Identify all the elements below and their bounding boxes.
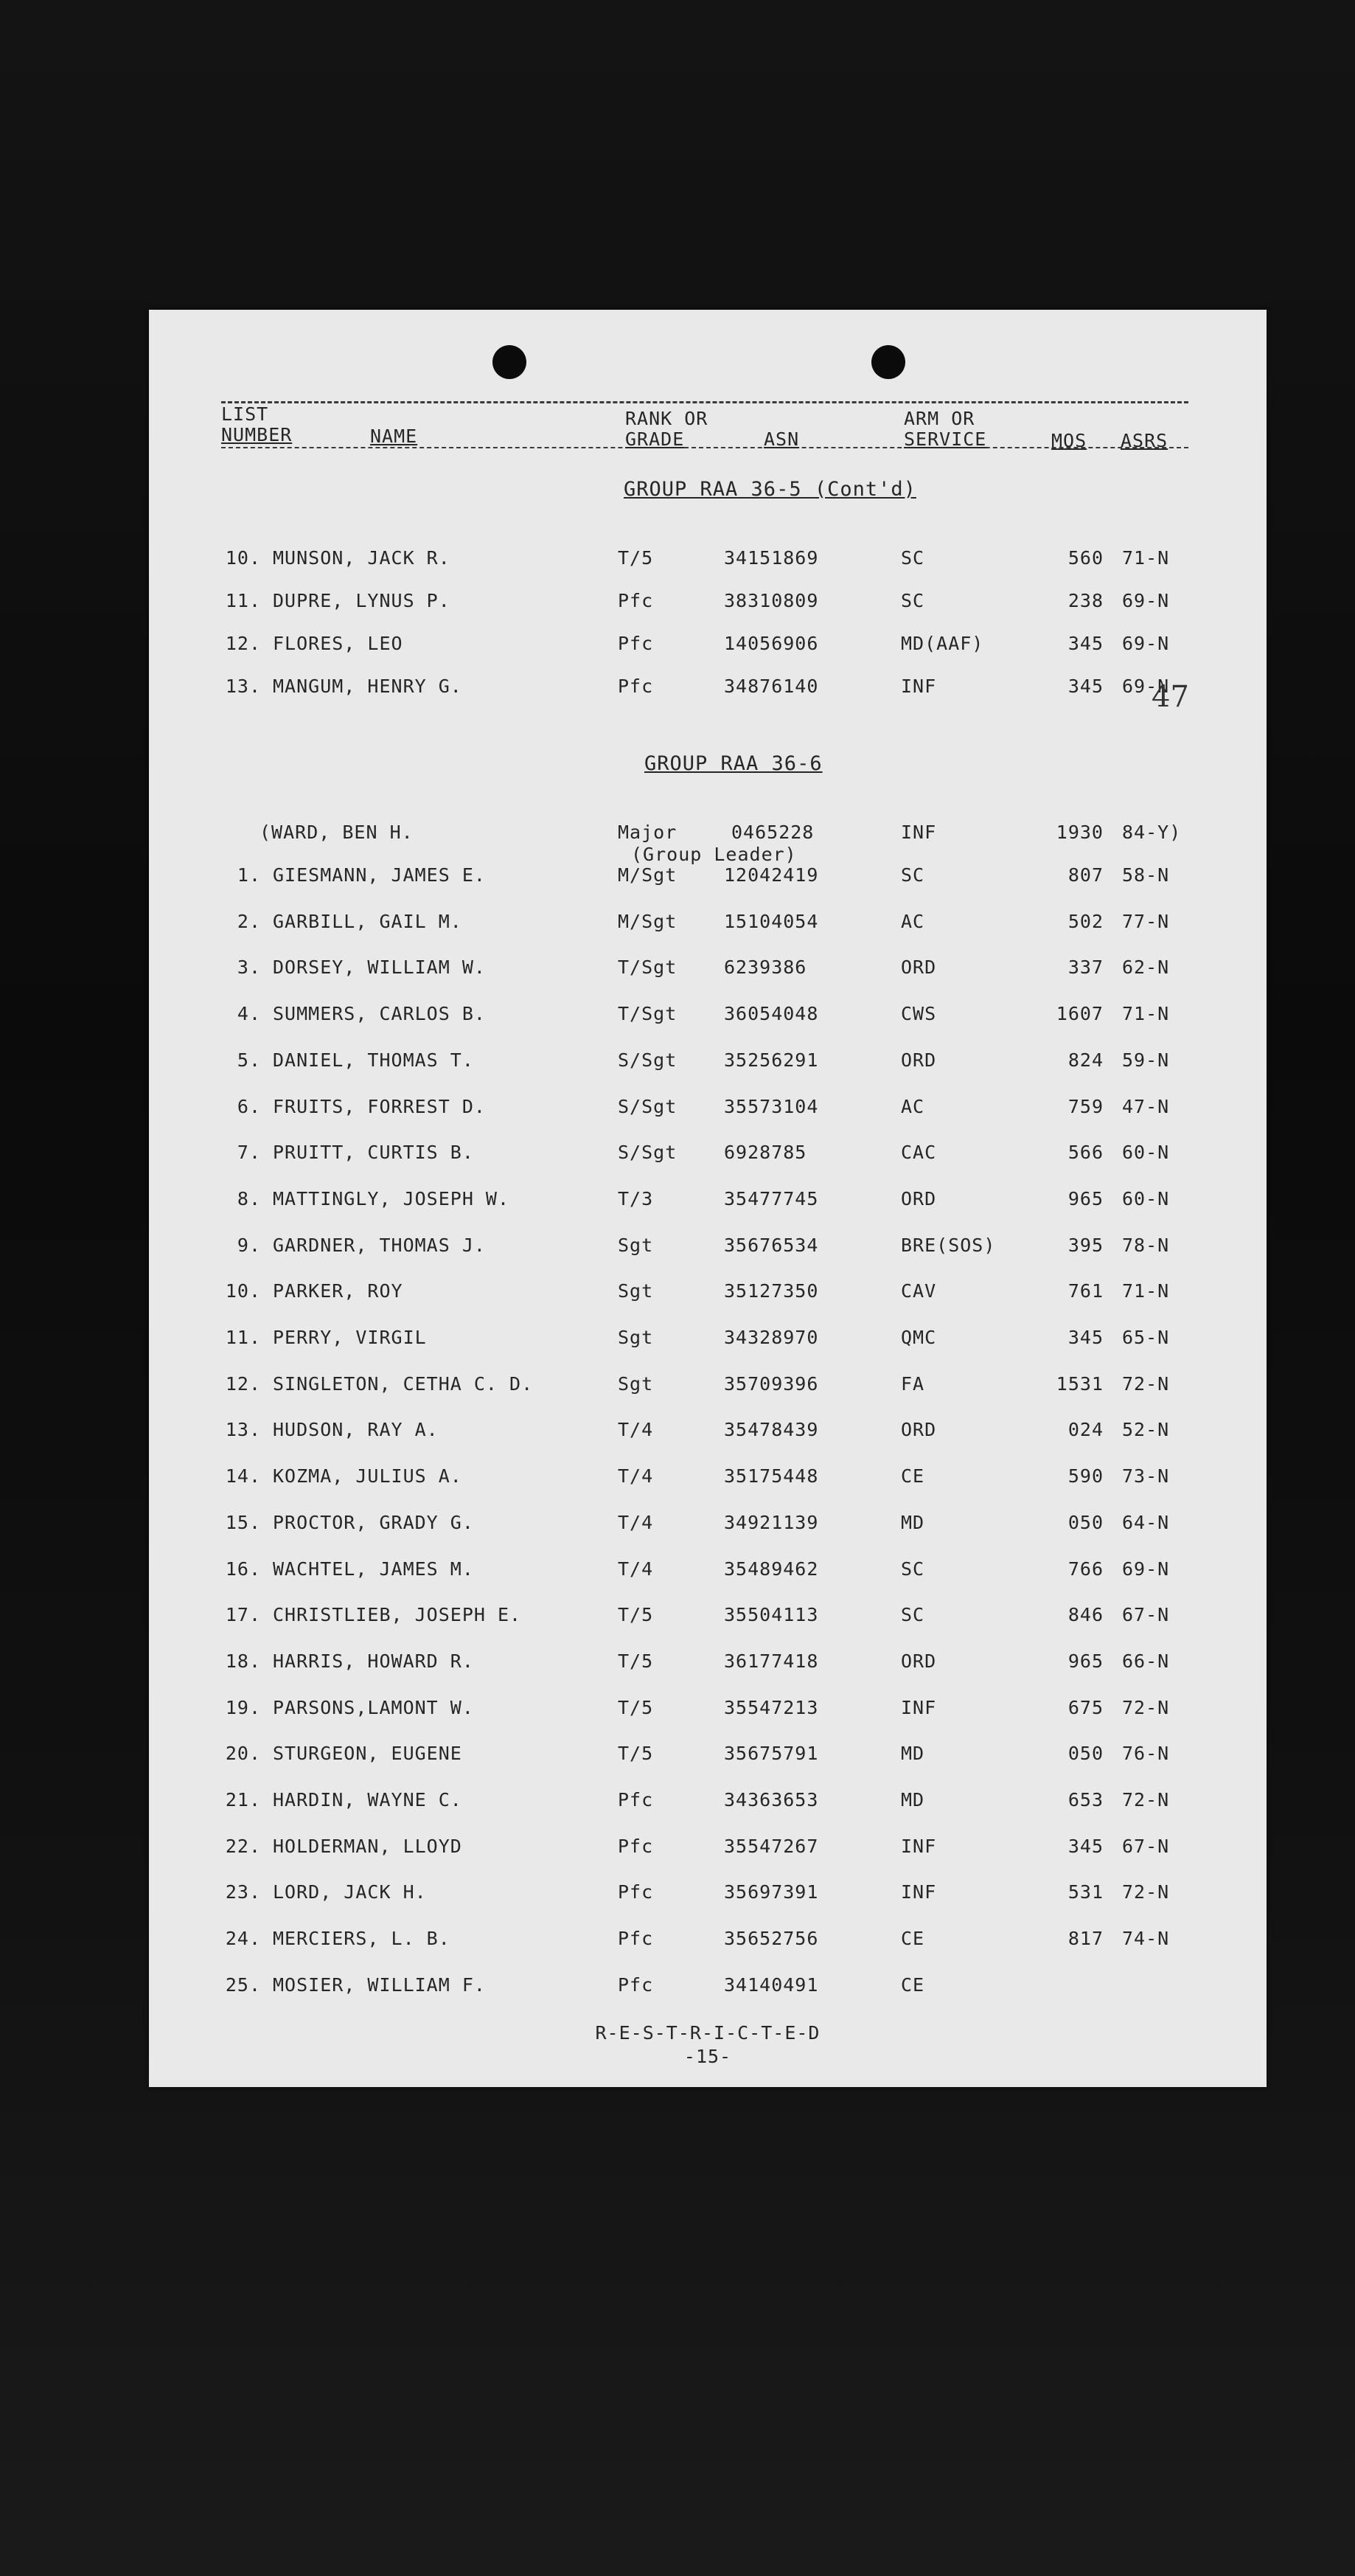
asrs-score: 67-N xyxy=(1122,1835,1170,1857)
roster-row xyxy=(149,1327,1267,1356)
rank-grade: T/4 xyxy=(618,1511,654,1533)
asrs-score: 59-N xyxy=(1122,1049,1170,1071)
rank-grade: Sgt xyxy=(618,1372,654,1395)
list-number: 4. xyxy=(237,1003,261,1025)
serial-number: 36054048 xyxy=(724,1003,819,1025)
roster-row xyxy=(149,957,1267,986)
roster-page xyxy=(149,310,1267,2087)
asrs-score: 67-N xyxy=(1122,1604,1170,1626)
roster-row xyxy=(149,1235,1267,1264)
serial-number: 34363653 xyxy=(724,1789,819,1811)
rank-grade: Pfc xyxy=(618,1928,654,1950)
mos-code: 766 xyxy=(1067,1558,1104,1580)
serial-number: 35478439 xyxy=(724,1419,819,1441)
mos-code: 759 xyxy=(1067,1095,1104,1117)
soldier-name: DUPRE, LYNUS P. xyxy=(273,590,450,611)
soldier-name: PARSONS,LAMONT W. xyxy=(273,1696,474,1718)
rank-grade: T/5 xyxy=(618,547,654,569)
serial-number: 35489462 xyxy=(724,1558,819,1580)
rank-grade: S/Sgt xyxy=(618,1049,678,1071)
asrs-score: 69-N xyxy=(1122,676,1170,697)
serial-number: 35675791 xyxy=(724,1743,819,1765)
roster-row xyxy=(149,1373,1267,1403)
serial-number: 35709396 xyxy=(724,1372,819,1395)
header-service-label: SERVICE xyxy=(904,428,987,450)
list-number: 10. xyxy=(225,1280,261,1302)
arm-service: MD xyxy=(901,1511,925,1533)
header-name-label: NAME xyxy=(370,426,418,447)
asrs-score: 72-N xyxy=(1122,1696,1170,1718)
list-number: 12. xyxy=(225,1372,261,1395)
serial-number: 14056906 xyxy=(724,633,819,654)
list-number: 25. xyxy=(225,1973,261,1996)
soldier-name: SUMMERS, CARLOS B. xyxy=(273,1003,486,1025)
soldier-name: LORD, JACK H. xyxy=(273,1881,427,1903)
arm-service: SC xyxy=(901,864,925,886)
arm-service: ORD xyxy=(901,1187,937,1209)
mos-code: 566 xyxy=(1067,1142,1104,1164)
mos-code: 345 xyxy=(1067,633,1104,654)
serial-number: 35547267 xyxy=(724,1835,819,1857)
asrs-score: 76-N xyxy=(1122,1743,1170,1765)
roster-row xyxy=(149,1512,1267,1541)
rank-grade: Pfc xyxy=(618,590,654,611)
list-number: 13. xyxy=(225,676,261,697)
asrs-score: 65-N xyxy=(1122,1327,1170,1348)
list-number: 21. xyxy=(225,1789,261,1811)
soldier-name: DORSEY, WILLIAM W. xyxy=(273,957,486,979)
rank-grade: T/4 xyxy=(618,1465,654,1487)
asrs-score: 72-N xyxy=(1122,1881,1170,1903)
mos-code: 817 xyxy=(1067,1928,1104,1950)
asrs-score: 77-N xyxy=(1122,910,1170,932)
soldier-name: DANIEL, THOMAS T. xyxy=(273,1049,474,1071)
list-number: 3. xyxy=(237,957,261,979)
arm-service: MD(AAF) xyxy=(901,633,984,654)
header-rank-label: RANK OR xyxy=(625,408,708,429)
list-number: 24. xyxy=(225,1928,261,1950)
asrs-score: 64-N xyxy=(1122,1511,1170,1533)
serial-number: 12042419 xyxy=(724,864,819,886)
mos-code: 050 xyxy=(1067,1511,1104,1533)
header-arm-label: ARM OR xyxy=(904,408,975,429)
list-number: 1. xyxy=(237,864,261,886)
roster-row xyxy=(149,1697,1267,1726)
roster-row xyxy=(149,1280,1267,1310)
rank-grade: T/5 xyxy=(618,1604,654,1626)
soldier-name: PARKER, ROY xyxy=(273,1280,403,1302)
asrs-score: 69-N xyxy=(1122,590,1170,611)
soldier-name: HOLDERMAN, LLOYD xyxy=(273,1835,462,1857)
leader-arm: INF xyxy=(901,822,937,843)
list-number: 2. xyxy=(237,910,261,932)
arm-service: ORD xyxy=(901,1419,937,1441)
serial-number: 38310809 xyxy=(724,590,819,611)
arm-service: INF xyxy=(901,1881,937,1903)
arm-service: ORD xyxy=(901,957,937,979)
list-number: 18. xyxy=(225,1650,261,1672)
list-number: 19. xyxy=(225,1696,261,1718)
classification-marking: R-E-S-T-R-I-C-T-E-D xyxy=(595,2022,821,2044)
roster-row xyxy=(149,590,1267,619)
list-number: 7. xyxy=(237,1142,261,1164)
asrs-score: 78-N xyxy=(1122,1234,1170,1256)
roster-row xyxy=(149,1096,1267,1125)
rank-grade: Pfc xyxy=(618,1881,654,1903)
roster-row xyxy=(149,1419,1267,1448)
mos-code: 050 xyxy=(1067,1743,1104,1765)
mos-code: 807 xyxy=(1067,864,1104,886)
roster-row xyxy=(149,864,1267,894)
serial-number: 35127350 xyxy=(724,1280,819,1302)
leader-asn: 0465228 xyxy=(731,822,815,843)
soldier-name: MATTINGLY, JOSEPH W. xyxy=(273,1187,510,1209)
serial-number: 15104054 xyxy=(724,910,819,932)
roster-row xyxy=(149,1049,1267,1079)
mos-code: 965 xyxy=(1067,1650,1104,1672)
page-number: -15- xyxy=(683,2046,732,2067)
list-number: 15. xyxy=(225,1511,261,1533)
mos-code: 502 xyxy=(1067,910,1104,932)
serial-number: 35504113 xyxy=(724,1604,819,1626)
asrs-score: 62-N xyxy=(1122,957,1170,979)
mos-code: 560 xyxy=(1067,547,1104,569)
soldier-name: KOZMA, JULIUS A. xyxy=(273,1465,462,1487)
arm-service: SC xyxy=(901,590,925,611)
soldier-name: GIESMANN, JAMES E. xyxy=(273,864,486,886)
rank-grade: T/Sgt xyxy=(618,957,678,979)
arm-service: AC xyxy=(901,910,925,932)
arm-service: AC xyxy=(901,1095,925,1117)
serial-number: 34151869 xyxy=(724,547,819,569)
asrs-score: 72-N xyxy=(1122,1789,1170,1811)
serial-number: 34328970 xyxy=(724,1327,819,1348)
roster-row xyxy=(149,547,1267,577)
header-rule xyxy=(221,447,1188,448)
arm-service: SC xyxy=(901,1558,925,1580)
list-number: 10. xyxy=(225,547,261,569)
list-number: 20. xyxy=(225,1743,261,1765)
list-number: 13. xyxy=(225,1419,261,1441)
arm-service: CE xyxy=(901,1928,925,1950)
mos-code: 1607 xyxy=(1056,1003,1104,1025)
soldier-name: GARBILL, GAIL M. xyxy=(273,910,462,932)
soldier-name: MERCIERS, L. B. xyxy=(273,1928,450,1950)
asrs-score: 66-N xyxy=(1122,1650,1170,1672)
rank-grade: Pfc xyxy=(618,633,654,654)
list-number: 11. xyxy=(225,1327,261,1348)
rank-grade: T/3 xyxy=(618,1187,654,1209)
roster-row xyxy=(149,1142,1267,1171)
mos-code: 846 xyxy=(1067,1604,1104,1626)
mos-code: 395 xyxy=(1067,1234,1104,1256)
soldier-name: MOSIER, WILLIAM F. xyxy=(273,1973,486,1996)
serial-number: 35547213 xyxy=(724,1696,819,1718)
list-number: 5. xyxy=(237,1049,261,1071)
roster-row xyxy=(149,676,1267,705)
list-number: 17. xyxy=(225,1604,261,1626)
soldier-name: MUNSON, JACK R. xyxy=(273,547,450,569)
soldier-name: FLORES, LEO xyxy=(273,633,403,654)
roster-row xyxy=(149,1650,1267,1680)
arm-service: CAC xyxy=(901,1142,937,1164)
asrs-score: 60-N xyxy=(1122,1187,1170,1209)
rank-grade: Pfc xyxy=(618,676,654,697)
asrs-score: 69-N xyxy=(1122,633,1170,654)
mos-code: 024 xyxy=(1067,1419,1104,1441)
list-number: 16. xyxy=(225,1558,261,1580)
roster-row xyxy=(149,911,1267,940)
roster-row xyxy=(149,1558,1267,1588)
asrs-score: 60-N xyxy=(1122,1142,1170,1164)
mos-code: 238 xyxy=(1067,590,1104,611)
soldier-name: SINGLETON, CETHA C. D. xyxy=(273,1372,534,1395)
asrs-score: 71-N xyxy=(1122,1003,1170,1025)
handwritten-mark: 47 xyxy=(1152,680,1189,714)
mos-code: 965 xyxy=(1067,1187,1104,1209)
roster-row xyxy=(149,1188,1267,1218)
roster-row xyxy=(149,1604,1267,1634)
mos-code: 824 xyxy=(1067,1049,1104,1071)
arm-service: BRE(SOS) xyxy=(901,1234,996,1256)
mos-code: 337 xyxy=(1067,957,1104,979)
asrs-score: 47-N xyxy=(1122,1095,1170,1117)
rank-grade: T/Sgt xyxy=(618,1003,678,1025)
mos-code: 345 xyxy=(1067,1327,1104,1348)
soldier-name: CHRISTLIEB, JOSEPH E. xyxy=(273,1604,522,1626)
rank-grade: Sgt xyxy=(618,1327,654,1348)
soldier-name: WACHTEL, JAMES M. xyxy=(273,1558,474,1580)
mos-code: 590 xyxy=(1067,1465,1104,1487)
arm-service: ORD xyxy=(901,1049,937,1071)
leader-name: (WARD, BEN H. xyxy=(259,822,414,843)
rank-grade: Pfc xyxy=(618,1973,654,1996)
asrs-score: 71-N xyxy=(1122,547,1170,569)
mos-code: 345 xyxy=(1067,676,1104,697)
list-number: 8. xyxy=(237,1187,261,1209)
arm-service: FA xyxy=(901,1372,925,1395)
soldier-name: PERRY, VIRGIL xyxy=(273,1327,427,1348)
rank-grade: M/Sgt xyxy=(618,864,678,886)
soldier-name: HARDIN, WAYNE C. xyxy=(273,1789,462,1811)
mos-code: 761 xyxy=(1067,1280,1104,1302)
rank-grade: T/5 xyxy=(618,1650,654,1672)
soldier-name: PROCTOR, GRADY G. xyxy=(273,1511,474,1533)
asrs-score: 72-N xyxy=(1122,1372,1170,1395)
arm-service: CE xyxy=(901,1973,925,1996)
mos-code: 531 xyxy=(1067,1881,1104,1903)
arm-service: ORD xyxy=(901,1650,937,1672)
arm-service: CE xyxy=(901,1465,925,1487)
header-list-label: LIST xyxy=(221,403,269,425)
arm-service: CWS xyxy=(901,1003,937,1025)
soldier-name: GARDNER, THOMAS J. xyxy=(273,1234,486,1256)
asrs-score: 73-N xyxy=(1122,1465,1170,1487)
arm-service: SC xyxy=(901,547,925,569)
roster-row xyxy=(149,1974,1267,2004)
arm-service: INF xyxy=(901,1696,937,1718)
rank-grade: T/4 xyxy=(618,1419,654,1441)
rank-grade: S/Sgt xyxy=(618,1142,678,1164)
serial-number: 35175448 xyxy=(724,1465,819,1487)
asrs-score: 58-N xyxy=(1122,864,1170,886)
group-title: GROUP RAA 36-5 (Cont'd) xyxy=(624,478,916,501)
roster-row xyxy=(149,1465,1267,1495)
header-asrs-label: ASRS xyxy=(1121,430,1168,451)
arm-service: MD xyxy=(901,1743,925,1765)
rank-grade: T/5 xyxy=(618,1743,654,1765)
mos-code: 345 xyxy=(1067,1835,1104,1857)
leader-rank: Major xyxy=(618,822,678,843)
serial-number: 34921139 xyxy=(724,1511,819,1533)
header-grade-label: GRADE xyxy=(625,428,685,450)
roster-row xyxy=(149,1881,1267,1911)
roster-row xyxy=(149,1003,1267,1032)
serial-number: 35697391 xyxy=(724,1881,819,1903)
arm-service: INF xyxy=(901,676,937,697)
asrs-score: 74-N xyxy=(1122,1928,1170,1950)
mos-code: 653 xyxy=(1067,1789,1104,1811)
soldier-name: HUDSON, RAY A. xyxy=(273,1419,439,1441)
header-number-label: NUMBER xyxy=(221,424,293,445)
header-rule xyxy=(221,401,1188,403)
roster-row xyxy=(149,1928,1267,1957)
soldier-name: MANGUM, HENRY G. xyxy=(273,676,462,697)
arm-service: INF xyxy=(901,1835,937,1857)
roster-row xyxy=(149,633,1267,662)
roster-row xyxy=(149,1743,1267,1772)
serial-number: 36177418 xyxy=(724,1650,819,1672)
rank-grade: T/5 xyxy=(618,1696,654,1718)
list-number: 22. xyxy=(225,1835,261,1857)
soldier-name: HARRIS, HOWARD R. xyxy=(273,1650,474,1672)
list-number: 9. xyxy=(237,1234,261,1256)
arm-service: MD xyxy=(901,1789,925,1811)
arm-service: SC xyxy=(901,1604,925,1626)
arm-service: CAV xyxy=(901,1280,937,1302)
rank-grade: Pfc xyxy=(618,1789,654,1811)
group-leader-note: (Group Leader) xyxy=(631,844,797,865)
list-number: 23. xyxy=(225,1881,261,1903)
serial-number: 35676534 xyxy=(724,1234,819,1256)
serial-number: 34876140 xyxy=(724,676,819,697)
soldier-name: FRUITS, FORREST D. xyxy=(273,1095,486,1117)
serial-number: 35652756 xyxy=(724,1928,819,1950)
group-title: GROUP RAA 36-6 xyxy=(644,752,823,775)
leader-asrs: 84-Y) xyxy=(1122,822,1182,843)
soldier-name: STURGEON, EUGENE xyxy=(273,1743,462,1765)
mos-code: 1531 xyxy=(1056,1372,1104,1395)
list-number: 14. xyxy=(225,1465,261,1487)
roster-row xyxy=(149,1836,1267,1865)
list-number: 11. xyxy=(225,590,261,611)
rank-grade: Sgt xyxy=(618,1280,654,1302)
rank-grade: M/Sgt xyxy=(618,910,678,932)
arm-service: QMC xyxy=(901,1327,937,1348)
rank-grade: S/Sgt xyxy=(618,1095,678,1117)
asrs-score: 52-N xyxy=(1122,1419,1170,1441)
header-asn-label: ASN xyxy=(764,428,800,450)
serial-number: 34140491 xyxy=(724,1973,819,1996)
rank-grade: Pfc xyxy=(618,1835,654,1857)
serial-number: 35573104 xyxy=(724,1095,819,1117)
asrs-score: 69-N xyxy=(1122,1558,1170,1580)
punch-hole xyxy=(492,345,526,379)
rank-grade: T/4 xyxy=(618,1558,654,1580)
asrs-score: 71-N xyxy=(1122,1280,1170,1302)
roster-row xyxy=(149,1789,1267,1819)
punch-hole xyxy=(871,345,905,379)
serial-number: 6928785 xyxy=(724,1142,807,1164)
list-number: 6. xyxy=(237,1095,261,1117)
list-number: 12. xyxy=(225,633,261,654)
serial-number: 6239386 xyxy=(724,957,807,979)
rank-grade: Sgt xyxy=(618,1234,654,1256)
soldier-name: PRUITT, CURTIS B. xyxy=(273,1142,474,1164)
leader-mos: 1930 xyxy=(1056,822,1104,843)
serial-number: 35477745 xyxy=(724,1187,819,1209)
serial-number: 35256291 xyxy=(724,1049,819,1071)
header-mos-label: MOS xyxy=(1051,430,1087,451)
mos-code: 675 xyxy=(1067,1696,1104,1718)
